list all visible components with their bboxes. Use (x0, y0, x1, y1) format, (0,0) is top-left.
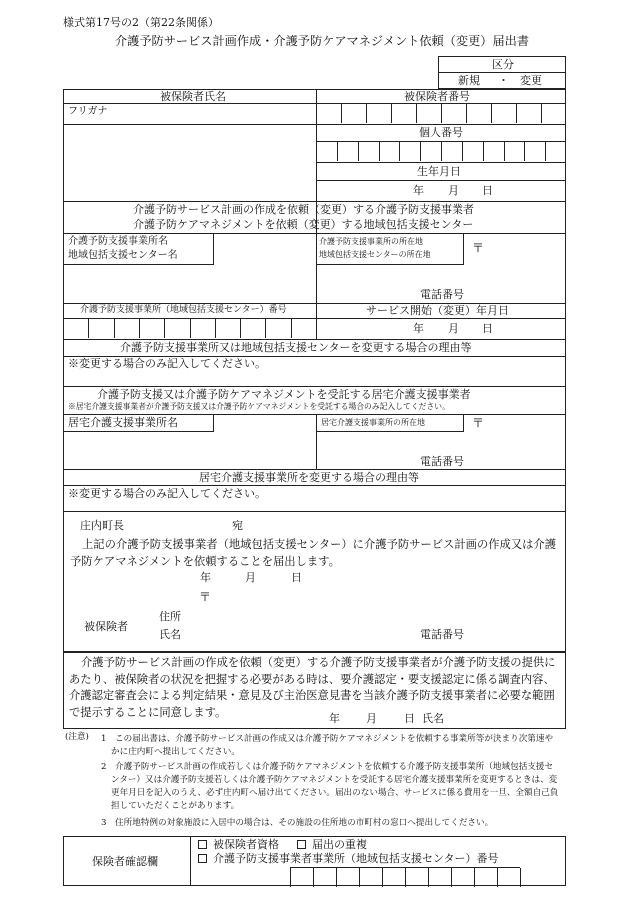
declaration-postal-mark: 〒 (199, 590, 212, 604)
provider-heading-1: 介護予防サービス計画の作成を依頼（変更）する介護予防支援事業者 (133, 203, 474, 216)
consent-month-label: 月 (366, 712, 377, 725)
insurer-check-label: 保険者確認欄 (92, 855, 158, 868)
home-care-name-field[interactable] (68, 434, 312, 467)
birth-day-label: 日 (482, 184, 493, 197)
home-care-reason-field[interactable] (68, 502, 562, 510)
consent-body: 介護予防サービス計画の作成を依頼（変更）する介護予防支援事業者が介護予防支援の提供にあたり、被保険者の状況を把握する必要がある時は、要介護認定・要支援認定に係る調査内容、介護認定審査会による判定結果・意見及び主治医意見書を当該介護予防支援事業者に必要な範囲で提示することに同意します。 (69, 656, 556, 719)
furigana-label: フリガナ (68, 106, 108, 117)
insured-name-header: 被保険者氏名 (160, 90, 226, 103)
center-name-label: 地域包括支援センター名 (68, 250, 178, 261)
insurer-check-opt1[interactable]: 被保険者資格 (198, 839, 279, 850)
insured-name-field[interactable] (68, 126, 312, 176)
declaration-body: 上記の介護予防支援事業者（地域包括支援センター）に介護予防サービス計画の作成又は介護予防ケアマネジメントを依頼することを届出します。 (70, 538, 557, 568)
note-3: 3 住所地特例の対象施設に入居中の場合は、その施設の住所地の市町村の窓口へ提出してください。 (101, 818, 494, 828)
birth-month-label: 月 (448, 184, 459, 197)
declaration-phone-label: 電話番号 (420, 628, 464, 641)
home-care-name-label: 居宅介護支援事業所名 (68, 416, 178, 429)
note-2: 2 介護予防サービス計画の作成若しくは介護予防ケアマネジメントを依頼する介護予防支援事業所（地域包括支援センター）又は介護予防支援若しくは介護予防ケアマネジメントを受託する居宅介護支援事業所を変更するときは、変更年月日を記入のうえ、必ず庄内町へ届け出てください。届出のない場合、サービスに係る費用を一旦、全額自己負担していただくことがあります。 (101, 762, 559, 811)
declaration-month-label: 月 (245, 571, 256, 584)
provider-reason-note: ※変更する場合のみ記入してください。 (68, 357, 266, 370)
home-care-reason-heading: 居宅介護支援事業所を変更する場合の理由等 (199, 471, 419, 484)
home-care-address-label: 居宅介護支援事業所の所在地 (321, 418, 425, 427)
addressee: 庄内町長 (80, 519, 124, 532)
home-care-postal-mark: 〒 (472, 416, 485, 430)
provider-postal-mark: 〒 (472, 241, 485, 255)
declaration-name-label: 氏名 (159, 628, 181, 641)
consent-name-label: 氏名 (422, 712, 444, 725)
provider-name-field[interactable] (68, 266, 312, 301)
category-dot: ・ (498, 74, 509, 87)
consent-day-label: 日 (404, 712, 415, 725)
insured-number-boxes[interactable] (316, 104, 566, 124)
declaration-address-label: 住所 (159, 610, 181, 623)
home-care-heading: 介護予防支援又は介護予防ケアマネジメントを受託する居宅介護支援事業者 (97, 388, 471, 401)
provider-heading-2: 介護予防ケアマネジメントを依頼（変更）する地域包括支援センター (133, 218, 474, 231)
provider-number-label: 介護予防支援事業所（地域包括支援センター）番号 (80, 305, 287, 315)
declaration-year-label: 年 (200, 571, 211, 584)
provider-reason-field[interactable] (68, 372, 562, 386)
center-address-label: 地域包括支援センターの所在地 (319, 250, 431, 259)
insured-number-header: 被保険者番号 (404, 90, 470, 103)
notes-prefix: (注意) (65, 732, 89, 742)
home-care-phone-label: 電話番号 (420, 455, 464, 468)
start-year-label: 年 (413, 322, 424, 335)
declaration-day-label: 日 (291, 571, 302, 584)
provider-name-label: 介護予防支援事業所名 (68, 236, 168, 247)
consent-year-label: 年 (329, 712, 340, 725)
note-1: 1 この届出書は、介護予防サービス計画の作成又は介護予防ケアマネジメントを依頼する事業所等が決まり次第速やかに庄内町へ提出してください。 (101, 734, 554, 757)
provider-phone-label: 電話番号 (420, 288, 464, 301)
insurer-check-opt2[interactable]: 届出の重複 (297, 839, 367, 850)
personal-number-label: 個人番号 (419, 126, 463, 139)
provider-reason-heading: 介護予防支援事業所又は地域包括支援センターを変更する場合の理由等 (120, 341, 472, 354)
home-care-subnote: ※居宅介護支援事業者が介護予防支援又は介護予防ケアマネジメントを受託する場合のみ記入してください。 (68, 402, 450, 411)
page-title: 介護予防サービス計画作成・介護予防ケアマネジメント依頼（変更）届出書 (115, 34, 530, 48)
birth-year-label: 年 (413, 184, 424, 197)
category-label: 区分 (492, 58, 514, 71)
birth-date-label: 生年月日 (417, 165, 461, 178)
insurer-check-number-boxes[interactable] (290, 867, 520, 886)
addressee-honorific: 宛 (232, 519, 243, 532)
category-new[interactable]: 新規 (458, 74, 480, 87)
provider-address-label: 介護予防支援事業所の所在地 (319, 237, 423, 246)
start-month-label: 月 (448, 322, 459, 335)
service-start-label: サービス開始（変更）年月日 (366, 304, 509, 317)
form-number: 様式第17号の2（第22条関係） (63, 16, 219, 29)
provider-number-boxes[interactable] (63, 319, 316, 339)
start-day-label: 日 (482, 322, 493, 335)
insurer-check-opt3[interactable]: 介護予防支援事業者事業所（地域包括支援センター）番号 (198, 853, 499, 864)
declaration-insured-label: 被保険者 (84, 620, 128, 633)
category-change[interactable]: 変更 (520, 74, 542, 87)
home-care-reason-note: ※変更する場合のみ記入してください。 (68, 487, 266, 500)
personal-number-boxes[interactable] (316, 142, 566, 162)
